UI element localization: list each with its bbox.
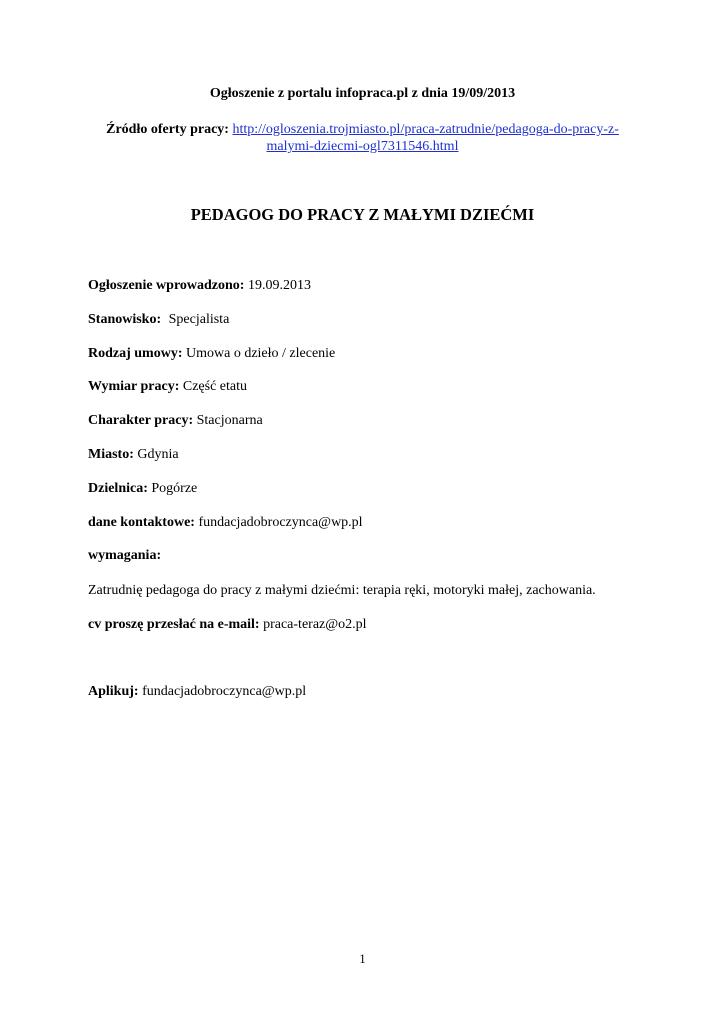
field-city-value: Gdynia bbox=[137, 447, 179, 462]
page-title: PEDAGOG DO PRACY Z MAŁYMI DZIEĆMI bbox=[190, 205, 535, 224]
field-cv-value: praca-teraz@o2.pl bbox=[263, 617, 367, 632]
field-character bbox=[88, 413, 263, 429]
field-introduced bbox=[88, 278, 311, 294]
field-apply-value: fundacjadobroczynca@wp.pl bbox=[142, 684, 307, 699]
field-worktime-value: Część etatu bbox=[182, 379, 248, 394]
field-contact-label: dane kontaktowe: bbox=[88, 515, 195, 530]
field-introduced-value: 19.09.2013 bbox=[247, 278, 311, 293]
field-worktime-label: Wymiar pracy: bbox=[88, 379, 180, 394]
field-position-label: Stanowisko: bbox=[88, 312, 162, 327]
field-city bbox=[88, 447, 179, 463]
field-contract-label: Rodzaj umowy: bbox=[88, 346, 183, 361]
field-apply-label: Aplikuj: bbox=[88, 684, 139, 699]
field-district-value: Pogórze bbox=[151, 481, 198, 496]
field-position-value: Specjalista bbox=[168, 312, 230, 327]
page-number: 1 bbox=[359, 952, 366, 966]
field-cv bbox=[88, 617, 367, 633]
field-apply bbox=[88, 684, 306, 700]
source-link[interactable] bbox=[232, 122, 618, 154]
field-contract bbox=[88, 346, 335, 362]
field-contract-value: Umowa o dzieło / zlecenie bbox=[186, 346, 336, 361]
field-worktime bbox=[88, 379, 247, 395]
field-cv-label: cv proszę przesłać na e-mail: bbox=[88, 617, 260, 632]
field-requirements bbox=[88, 548, 161, 564]
field-city-label: Miasto: bbox=[88, 447, 134, 462]
field-contact bbox=[88, 515, 363, 531]
field-introduced-label: Ogłoszenie wprowadzono: bbox=[88, 278, 245, 293]
field-district-label: Dzielnica: bbox=[88, 481, 148, 496]
field-district bbox=[88, 481, 197, 497]
portal-header: Ogłoszenie z portalu infopraca.pl z dnia 19/09/2013 bbox=[209, 86, 516, 101]
source-block bbox=[60, 121, 665, 155]
field-character-label: Charakter pracy: bbox=[88, 413, 194, 428]
source-label: Źródło oferty pracy: bbox=[106, 122, 229, 137]
source-url-line1: http://ogloszenia.trojmiasto.pl/praca-zatrudnie/pedagoga-do-pracy-z- bbox=[232, 122, 619, 137]
source-url-line2: malymi-dziecmi-ogl7311546.html bbox=[266, 139, 459, 154]
field-position bbox=[88, 312, 229, 328]
field-requirements-label: wymagania: bbox=[88, 548, 162, 563]
field-character-value: Stacjonarna bbox=[196, 413, 263, 428]
job-description: Zatrudnię pedagoga do pracy z małymi dziećmi: terapia ręki, motoryki małej, zachowania. bbox=[88, 583, 596, 598]
field-contact-value: fundacjadobroczynca@wp.pl bbox=[198, 515, 363, 530]
